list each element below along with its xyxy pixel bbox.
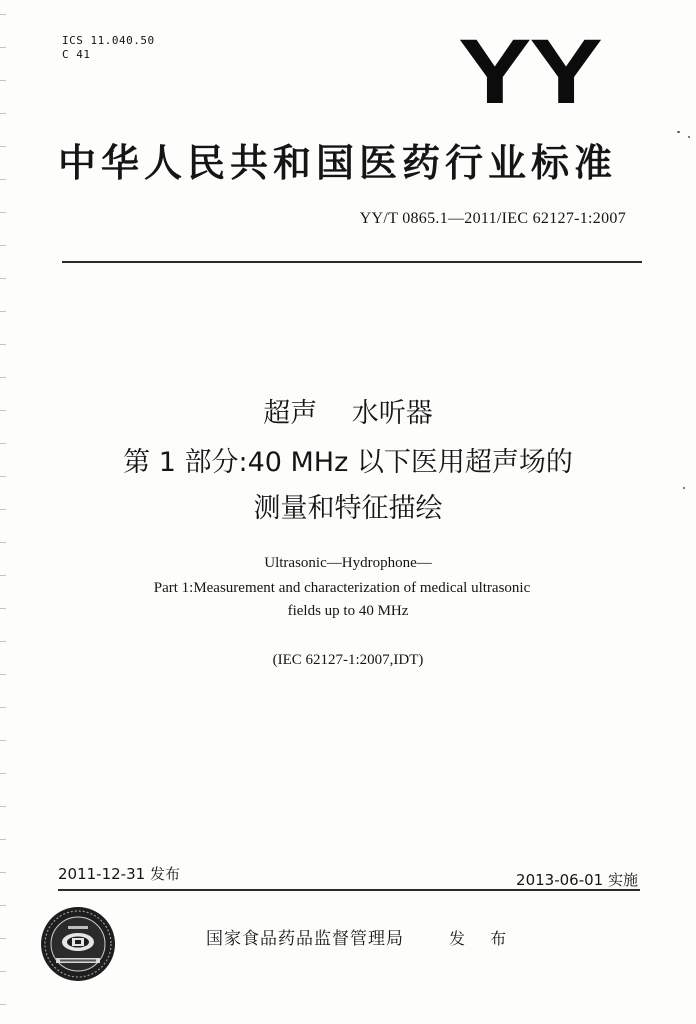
english-title-line-3: fields up to 40 MHz [287,603,409,619]
chinese-title-line-3: 测量和特征描绘 [253,493,443,524]
iec-equivalence: (IEC 62127-1:2007,IDT) [272,652,424,668]
ics-code: ICS 11.040.50 [62,34,155,47]
scan-speck [683,487,685,489]
english-title-line-2: Part 1:Measurement and characterization of medical ultrasonic [153,580,531,596]
implementation-date: 2013-06-01 实施 [516,871,638,889]
scan-speck [688,136,690,138]
chinese-title-line-2: 第 1 部分:40 MHz 以下医用超声场的 [123,447,573,478]
header-divider [62,261,642,263]
chinese-title-line-1: 超声 水听器 [263,398,433,429]
standard-title: 中华人民共和国医药行业标准 [58,141,618,185]
issue-date: 2011-12-31 发布 [58,865,180,883]
scan-speck [677,131,680,133]
english-title-line-1: Ultrasonic—Hydrophone— [264,555,432,571]
anti-counterfeit-seal-icon [40,906,116,982]
issuing-authority: 国家食品药品监督管理局 [206,929,404,949]
classification-codes [62,34,155,62]
standard-number: YY/T 0865.1—2011/IEC 62127-1:2007 [359,210,626,227]
ccs-code: C 41 [62,48,91,61]
yy-logo: YY [458,21,601,123]
footer-divider [58,889,640,891]
issue-label: 发 布 [449,929,517,948]
